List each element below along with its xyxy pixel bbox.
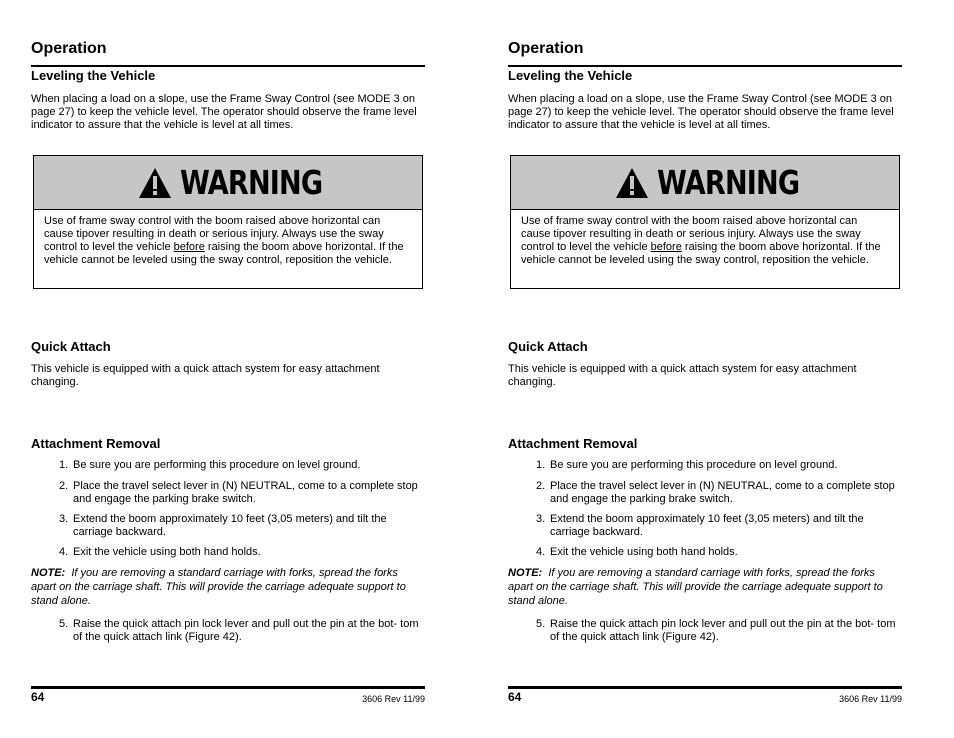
quick-attach-title: Quick Attach	[31, 339, 111, 354]
warning-header	[511, 156, 899, 210]
step-number: 2.	[536, 480, 546, 492]
revision-label: 3606 Rev 11/99	[839, 694, 902, 704]
quick-attach-text: This vehicle is equipped with a quick attach system for easy attachment changing.	[508, 363, 857, 388]
note-text: If you are removing a standard carriage with forks, spread the forks apart on the carriage shaft. This will provide the carriage adequate support to stand alone.	[31, 567, 406, 607]
right-page	[508, 0, 902, 738]
footer-rule	[31, 686, 425, 689]
removal-title: Attachment Removal	[508, 436, 638, 451]
note-label: NOTE:	[31, 567, 66, 579]
step-text: Extend the boom approximately 10 feet (3,05 meters) and tilt the carriage backward.	[550, 513, 864, 538]
warning-triangle-icon	[615, 167, 649, 199]
step-number: 3.	[536, 513, 546, 525]
step-number: 3.	[59, 513, 69, 525]
step-text: Place the travel select lever in (N) NEUTRAL, come to a complete stop and engage the parking brake switch.	[550, 480, 895, 505]
step-number: 1.	[536, 459, 546, 471]
quick-attach-text: This vehicle is equipped with a quick attach system for easy attachment changing.	[31, 363, 380, 388]
warning-text-2: raising the boom above horizontal. If the vehicle cannot be leveled using the sway control, reposition the vehicle.	[44, 241, 404, 266]
quick-attach-title: Quick Attach	[508, 339, 588, 354]
step-number: 5.	[59, 618, 69, 630]
warning-box	[33, 155, 423, 289]
step-text: Exit the vehicle using both hand holds.	[550, 546, 738, 558]
step-1	[59, 459, 425, 472]
page-number: 64	[31, 690, 45, 704]
leveling-title: Leveling the Vehicle	[508, 68, 633, 83]
step-3	[536, 513, 902, 539]
warning-text	[511, 210, 899, 267]
step-2	[59, 480, 425, 506]
note-label: NOTE:	[508, 567, 543, 579]
warning-box	[510, 155, 900, 289]
header-rule	[508, 65, 902, 67]
step-number: 5.	[536, 618, 546, 630]
warning-text-1: Use of frame sway control with the boom raised above horizontal can cause tipover resulting in death or serious injury. Always use the sway control to level the vehicle	[44, 215, 384, 253]
step-text: Be sure you are performing this procedure on level ground.	[73, 459, 361, 471]
warning-triangle-icon	[138, 167, 172, 199]
warning-text	[34, 210, 422, 267]
warning-text-1: Use of frame sway control with the boom raised above horizontal can cause tipover resulting in death or serious injury. Always use the sway control to level the vehicle	[521, 215, 861, 253]
header-title: Operation	[31, 40, 107, 57]
page-number: 64	[508, 690, 522, 704]
revision-label: 3606 Rev 11/99	[362, 694, 425, 704]
step-2	[536, 480, 902, 506]
step-4	[59, 546, 425, 559]
warning-header	[34, 156, 422, 210]
step-text: Raise the quick attach pin lock lever and pull out the pin at the bot- tom of the quick attach link (Figure 42).	[550, 618, 896, 643]
step-number: 4.	[59, 546, 69, 558]
step-3	[59, 513, 425, 539]
step-5	[59, 618, 425, 644]
step-number: 4.	[536, 546, 546, 558]
header-rule	[31, 65, 425, 67]
step-text: Extend the boom approximately 10 feet (3,05 meters) and tilt the carriage backward.	[73, 513, 387, 538]
warning-emphasis: before	[173, 241, 205, 253]
step-text: Place the travel select lever in (N) NEUTRAL, come to a complete stop and engage the parking brake switch.	[73, 480, 418, 505]
step-4	[536, 546, 902, 559]
footer-rule	[508, 686, 902, 689]
step-1	[536, 459, 902, 472]
note	[31, 566, 425, 608]
note-text: If you are removing a standard carriage with forks, spread the forks apart on the carriage shaft. This will provide the carriage adequate support to stand alone.	[508, 567, 883, 607]
note	[508, 566, 902, 608]
warning-text-2: raising the boom above horizontal. If the vehicle cannot be leveled using the sway control, reposition the vehicle.	[521, 241, 881, 266]
left-page	[31, 0, 425, 738]
step-text: Raise the quick attach pin lock lever and pull out the pin at the bot- tom of the quick attach link (Figure 42).	[73, 618, 419, 643]
step-number: 2.	[59, 480, 69, 492]
leveling-text: When placing a load on a slope, use the Frame Sway Control (see MODE 3 on page 27) to keep the vehicle level. The operator should observe the frame level indicator to assure that the vehicle is level at all times.	[31, 93, 417, 131]
warning-word: WARNING	[180, 163, 323, 202]
step-text: Be sure you are performing this procedure on level ground.	[550, 459, 838, 471]
leveling-text: When placing a load on a slope, use the Frame Sway Control (see MODE 3 on page 27) to keep the vehicle level. The operator should observe the frame level indicator to assure that the vehicle is level at all times.	[508, 93, 894, 131]
step-number: 1.	[59, 459, 69, 471]
step-text: Exit the vehicle using both hand holds.	[73, 546, 261, 558]
step-5	[536, 618, 902, 644]
header-title: Operation	[508, 40, 584, 57]
leveling-title: Leveling the Vehicle	[31, 68, 156, 83]
removal-title: Attachment Removal	[31, 436, 161, 451]
warning-emphasis: before	[650, 241, 682, 253]
warning-word: WARNING	[657, 163, 800, 202]
